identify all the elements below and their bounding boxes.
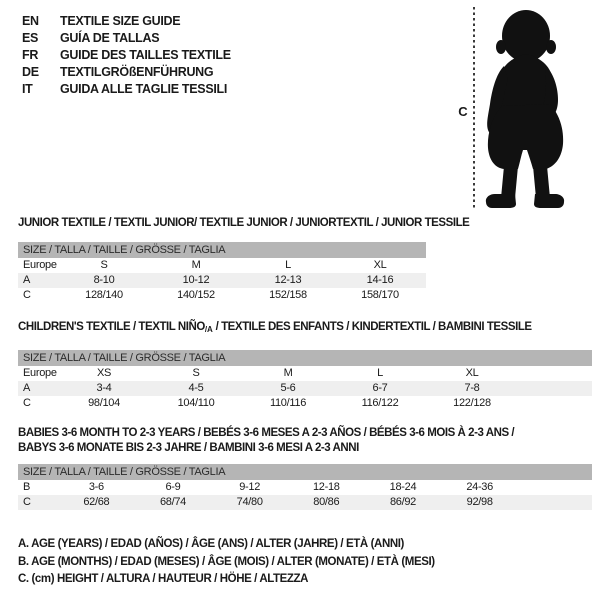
children-size-table — [18, 366, 592, 411]
junior-size-section — [18, 217, 470, 303]
size-value-cell: 98/104 — [88, 397, 120, 409]
language-row — [22, 47, 231, 64]
size-value-cell: 7-8 — [426, 381, 518, 396]
spacer-cell — [518, 366, 592, 381]
size-value-cell: 3-6 — [88, 481, 104, 493]
row-label-cell: C — [23, 397, 31, 409]
table-row — [18, 396, 592, 411]
babies-section-title — [18, 426, 592, 456]
size-value-cell: S — [192, 367, 200, 379]
babies-title-line2: BABYS 3-6 MONATE BIS 2-3 JAHRE / BAMBINI 3-6 MESI A 2-3 ANNI — [18, 442, 359, 454]
size-value-cell: 80/86 — [288, 495, 365, 510]
row-label-cell: A — [18, 381, 58, 396]
row-label-cell: Europe — [23, 367, 57, 379]
language-row — [22, 30, 231, 47]
language-title-list — [22, 13, 231, 98]
children-section-title: CHILDREN'S TEXTILE / TEXTIL $NIÑO_{/A}$ / TEXTILE DES ENFANTS / KINDERTEXTIL / BAMBINI TESSILE — [18, 321, 532, 334]
spacer-cell — [518, 396, 592, 411]
size-value-cell: 14-16 — [334, 273, 426, 288]
size-value-cell: 92/98 — [441, 495, 518, 510]
size-value-cell: XS — [96, 367, 112, 379]
language-code: IT — [22, 82, 33, 96]
size-value-cell: 152/158 — [269, 289, 307, 301]
table-row — [18, 258, 426, 273]
row-label-cell: A — [18, 273, 58, 288]
babies-title-line1: BABIES 3-6 MONTH TO 2-3 YEARS / BEBÉS 3-6 MESES A 2-3 AÑOS / BÉBÉS 3-6 MOIS À 2-3 ANS / — [18, 427, 515, 439]
legend-line-a: A. AGE (YEARS) / EDAD (AÑOS) / ÂGE (ANS) / ALTER (JAHRE) / ETÀ (ANNI) — [18, 538, 404, 550]
size-value-cell: M — [191, 259, 201, 271]
spacer-cell — [518, 495, 592, 510]
legend-line-b: B. AGE (MONTHS) / EDAD (MESES) / ÂGE (MOIS) / ALTER (MONATE) / ETÀ (MESI) — [18, 555, 435, 568]
size-value-cell: 6-9 — [165, 481, 181, 493]
language-code: EN — [22, 14, 39, 28]
size-value-cell: 68/74 — [135, 495, 212, 510]
language-row — [22, 64, 231, 81]
size-value-cell: L — [377, 367, 383, 379]
size-value-cell: 10-12 — [150, 273, 242, 288]
size-value-cell: 12-13 — [242, 273, 334, 288]
row-label-cell: Europe — [23, 259, 57, 271]
size-value-cell: 6-7 — [334, 381, 426, 396]
size-value-cell: L — [285, 259, 291, 271]
height-measure-label: C — [458, 104, 468, 119]
spacer-cell — [518, 381, 592, 396]
babies-size-section — [18, 426, 592, 510]
junior-size-table — [18, 258, 426, 303]
guide-title-it: GUIDA ALLE TAGLIE TESSILI — [60, 82, 228, 96]
size-value-cell: 12-18 — [312, 481, 340, 493]
size-value-cell: 86/92 — [365, 495, 442, 510]
language-row — [22, 13, 231, 30]
size-value-cell: 4-5 — [150, 381, 242, 396]
size-value-cell: 5-6 — [242, 381, 334, 396]
guide-title-en: TEXTILE SIZE GUIDE — [60, 14, 181, 28]
language-code: ES — [22, 31, 39, 45]
babies-size-table — [18, 480, 592, 510]
spacer-cell — [518, 480, 592, 495]
toddler-silhouette-icon — [480, 8, 570, 208]
table-row — [18, 273, 426, 288]
size-value-cell: S — [100, 259, 108, 271]
size-header-bar: SIZE / TALLA / TAILLE / GRÖSSE / TAGLIA — [18, 350, 592, 366]
size-value-cell: 24-36 — [466, 481, 493, 493]
size-header-bar: SIZE / TALLA / TAILLE / GRÖSSE / TAGLIA — [18, 242, 426, 258]
row-label-cell: C — [18, 495, 58, 510]
size-value-cell: 158/170 — [361, 289, 399, 301]
table-row — [18, 495, 592, 510]
size-value-cell: 9-12 — [239, 481, 261, 493]
size-value-cell: 62/68 — [58, 495, 135, 510]
language-row — [22, 81, 231, 98]
size-value-cell: M — [283, 367, 293, 379]
size-value-cell: 122/128 — [453, 397, 491, 409]
children-size-section — [18, 321, 592, 411]
table-row — [18, 366, 592, 381]
row-label-cell: B — [23, 481, 31, 493]
guide-title-fr: GUIDE DES TAILLES TEXTILE — [60, 48, 231, 62]
guide-title-de: TEXTILGRÖßENFÜHRUNG — [60, 65, 214, 79]
size-value-cell: 110/116 — [269, 397, 307, 409]
size-value-cell: 104/110 — [177, 397, 215, 409]
size-value-cell: 116/122 — [361, 397, 399, 409]
size-value-cell: XL — [465, 367, 479, 379]
language-code: FR — [22, 48, 39, 62]
legend-line-c: C. (cm) HEIGHT / ALTURA / HAUTEUR / HÖHE / ALTEZZA — [18, 573, 309, 585]
language-code: DE — [22, 65, 39, 79]
size-value-cell: 18-24 — [389, 481, 417, 493]
size-value-cell: 140/152 — [177, 289, 215, 301]
measurement-legend — [18, 536, 435, 589]
junior-section-title: JUNIOR TEXTILE / TEXTIL JUNIOR/ TEXTILE JUNIOR / JUNIORTEXTIL / JUNIOR TESSILE — [18, 217, 470, 229]
subscript-text: /A — [204, 325, 213, 334]
size-value-cell: 128/140 — [85, 289, 123, 301]
size-value-cell: XL — [373, 259, 387, 271]
table-row — [18, 480, 592, 495]
row-label-cell: C — [23, 289, 31, 301]
table-row — [18, 288, 426, 303]
table-row — [18, 381, 592, 396]
size-header-bar: SIZE / TALLA / TAILLE / GRÖSSE / TAGLIA — [18, 464, 592, 480]
size-value-cell: 74/80 — [211, 495, 288, 510]
size-value-cell: 3-4 — [58, 381, 150, 396]
height-measure-dashed-line — [473, 7, 475, 208]
guide-title-es: GUÍA DE TALLAS — [60, 31, 160, 45]
size-value-cell: 8-10 — [58, 273, 150, 288]
